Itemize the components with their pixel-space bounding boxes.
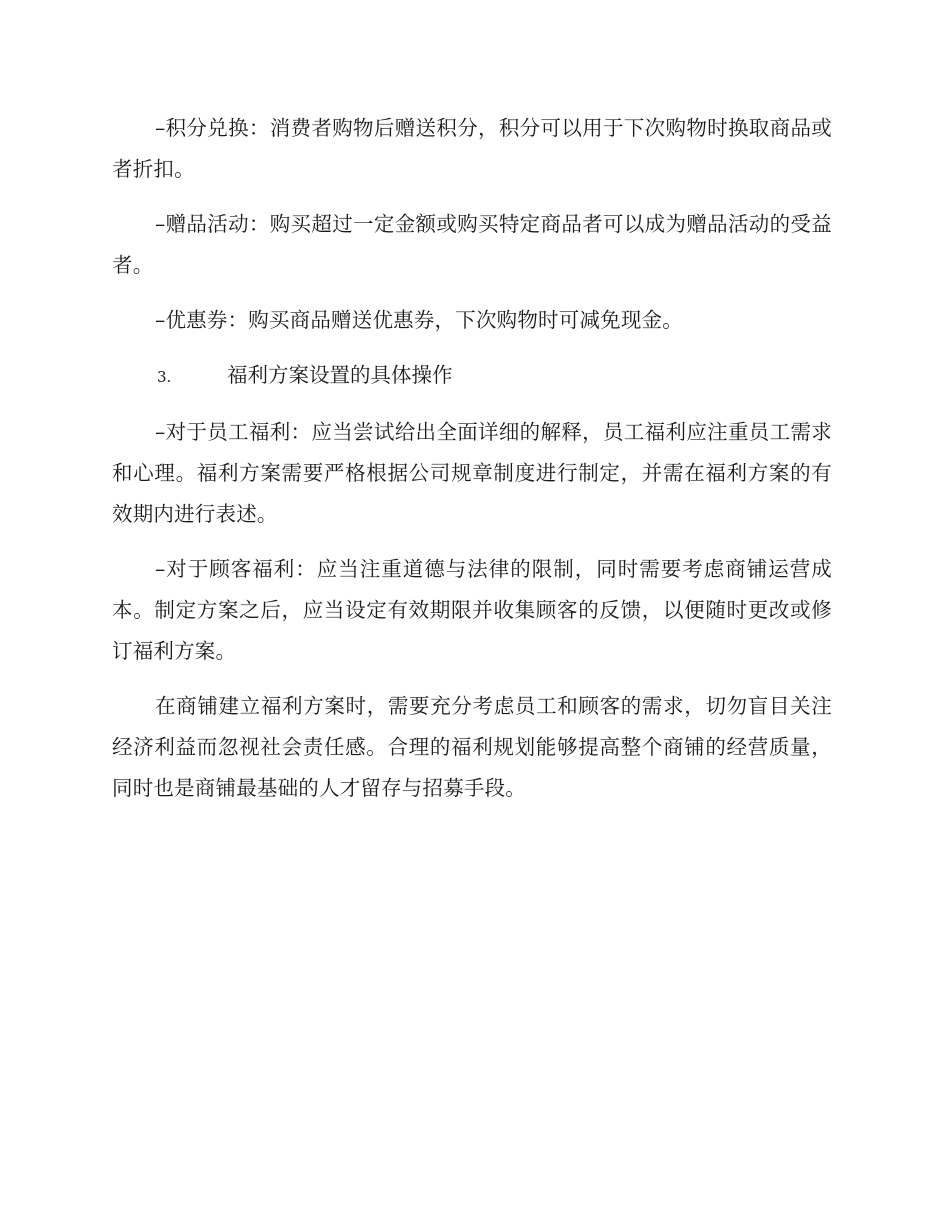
paragraph-points-exchange: –积分兑换：消费者购物后赠送积分，积分可以用于下次购物时换取商品或者折扣。 [112,116,832,181]
paragraph-employee-welfare: –对于员工福利：应当尝试给出全面详细的解释，员工福利应注重员工需求和心理。福利方案需要严格根据公司规章制度进行制定，并需在福利方案的有效期内进行表述。 [112,420,832,526]
paragraph-gift-activity: –赠品活动：购买超过一定金额或购买特定商品者可以成为赠品活动的受益者。 [112,212,832,277]
document-page [112,108,832,809]
section-heading [112,355,832,398]
paragraph-customer-welfare: –对于顾客福利：应当注重道德与法律的限制，同时需要考虑商铺运营成本。制定方案之后，应当设定有效期限并收集顾客的反馈，以便随时更改或修订福利方案。 [112,557,832,663]
paragraph-coupon: –优惠券：购买商品赠送优惠券，下次购物时可减免现金。 [155,308,683,332]
section-title: 福利方案设置的具体操作 [227,363,453,387]
paragraph-conclusion: 在商铺建立福利方案时，需要充分考虑员工和顾客的需求，切勿盲目关注经济利益而忽视社会责任感。合理的福利规划能够提高整个商铺的经营质量，同时也是商铺最基础的人才留存与招募手段。 [112,694,832,800]
section-number: 3. [157,368,172,386]
